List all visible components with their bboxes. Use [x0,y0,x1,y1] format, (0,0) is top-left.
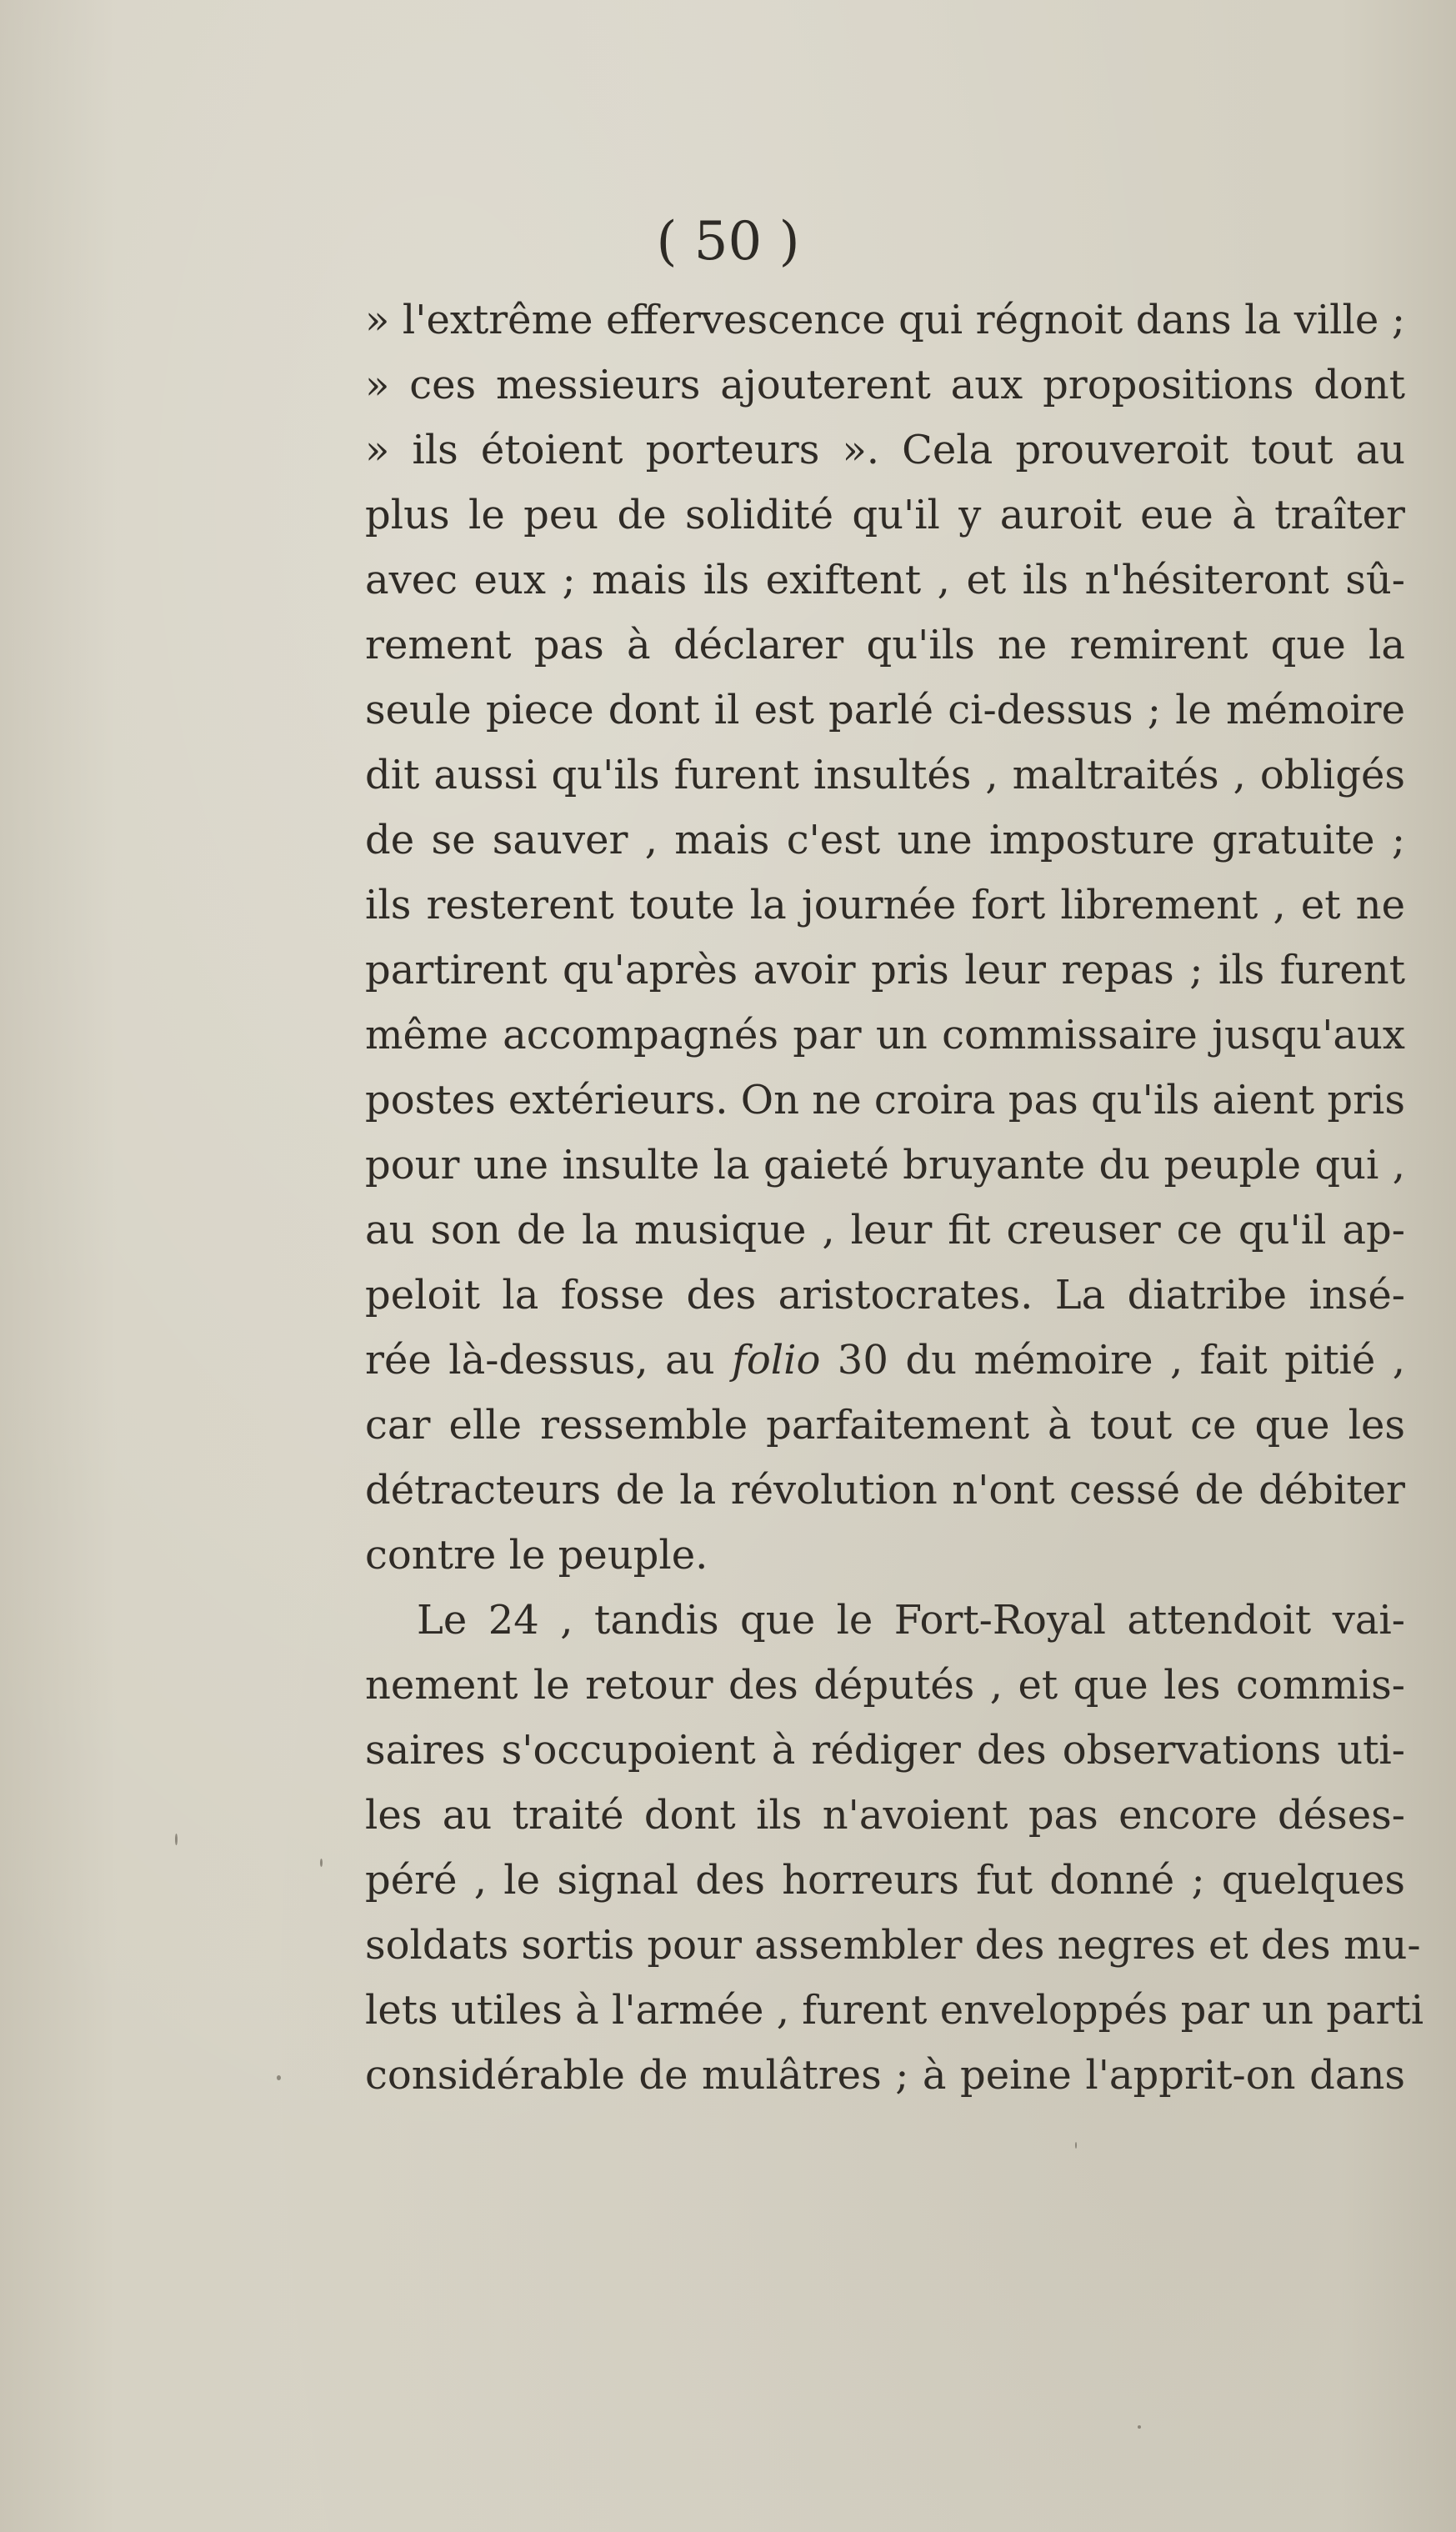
page-number: ( 50 ) [656,211,800,273]
paragraph-start-line: Le 24 , tandis que le Fort-Royal attendoit vai- [417,1597,1405,1644]
text-line: de se sauver , mais c'est une imposture gratuite ; [365,817,1405,863]
text-line: saires s'occupoient à rédiger des observations uti- [365,1727,1405,1774]
text-line: au son de la musique , leur fit creuser ce qu'il ap- [365,1207,1405,1253]
text-line: rée là-dessus, au folio 30 du mémoire , fait pitié , [365,1337,1406,1384]
text-line: soldats sortis pour assembler des negres et des mu- [365,1922,1421,1969]
text-line: » ces messieurs ajouterent aux propositions dont [365,362,1405,408]
text-line: contre le peuple. [365,1532,708,1579]
text-line: lets utiles à l'armée , furent enveloppés par un parti [365,1987,1424,2034]
text-line: dit aussi qu'ils furent insultés , maltraités , obligés [365,752,1405,798]
text-line: même accompagnés par un commissaire jusqu'aux [365,1012,1405,1058]
text-body [365,288,1424,2108]
paper-speck [1138,2425,1141,2429]
text-line: pour une insulte la gaieté bruyante du peuple qui , [365,1142,1405,1188]
paper-speck [175,1834,178,1845]
paper-speck [1075,2142,1077,2149]
text-line: les au traité dont ils n'avoient pas encore déses- [365,1792,1405,1839]
text-line: peloit la fosse des aristocrates. La diatribe insé- [365,1272,1405,1319]
paper-speck [320,1859,323,1867]
text-line: nement le retour des députés , et que les commis- [365,1662,1405,1709]
text-line: seule piece dont il est parlé ci-dessus ; le mémoire [365,687,1405,733]
italic-word: folio [732,1337,821,1384]
text-line: » ils étoient porteurs ». Cela prouveroit tout au [365,427,1405,473]
text-line: détracteurs de la révolution n'ont cessé de débiter [365,1467,1405,1514]
text-line: » l'extrême effervescence qui régnoit dans la ville ; [365,297,1405,343]
text-line: partirent qu'après avoir pris leur repas ; ils furent [365,947,1405,993]
text-line: plus le peu de solidité qu'il y auroit eue à traîter [365,492,1405,538]
text-line: considérable de mulâtres ; à peine l'apprit-on dans [365,2052,1405,2099]
text-line: postes extérieurs. On ne croira pas qu'ils aient pris [365,1077,1405,1123]
paper-speck [277,2075,281,2080]
text-line: car elle ressemble parfaitement à tout ce que les [365,1402,1405,1449]
text-line: ils resterent toute la journée fort librement , et ne [365,882,1405,928]
text-line: avec eux ; mais ils exiftent , et ils n'hésiteront sû- [365,557,1405,603]
text-line: rement pas à déclarer qu'ils ne remirent que la [365,622,1405,668]
text-line: péré , le signal des horreurs fut donné ; quelques [365,1857,1405,1904]
